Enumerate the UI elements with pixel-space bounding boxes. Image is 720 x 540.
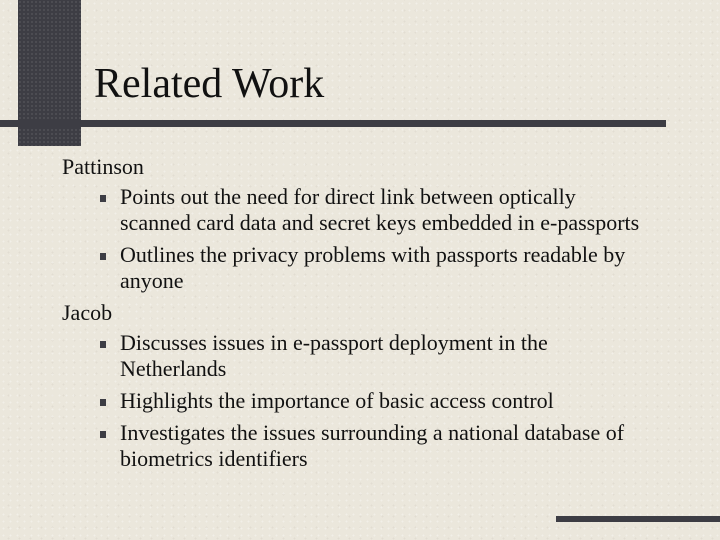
bullet-text: Highlights the importance of basic access control (120, 388, 554, 413)
bullet-text: Investigates the issues surrounding a national database of biometrics identifiers (120, 420, 625, 471)
square-bullet-icon (100, 341, 106, 348)
square-bullet-icon (100, 253, 106, 260)
slide-title: Related Work (94, 61, 325, 107)
section-label: Pattinson (62, 154, 144, 179)
footer-accent-rule (556, 516, 720, 522)
square-bullet-icon (100, 195, 106, 202)
bullet-item (120, 420, 662, 472)
bullet-item (120, 184, 662, 236)
bullet-item (120, 330, 662, 382)
section-label: Jacob (62, 300, 113, 325)
bullet-text: Points out the need for direct link between optically scanned card data and secret keys embedded in e-passports (120, 184, 640, 235)
bullet-text: Outlines the privacy problems with passports readable by anyone (120, 242, 626, 293)
bullet-list (62, 330, 662, 472)
bullet-text: Discusses issues in e-passport deployment in the Netherlands (120, 330, 548, 381)
bullet-item (120, 388, 662, 414)
section-jacob (62, 300, 662, 472)
bullet-list (62, 184, 662, 294)
slide-content (62, 154, 662, 478)
title-divider-rule (0, 120, 666, 127)
square-bullet-icon (100, 431, 106, 438)
square-bullet-icon (100, 399, 106, 406)
bullet-item (120, 242, 662, 294)
section-pattinson (62, 154, 662, 294)
